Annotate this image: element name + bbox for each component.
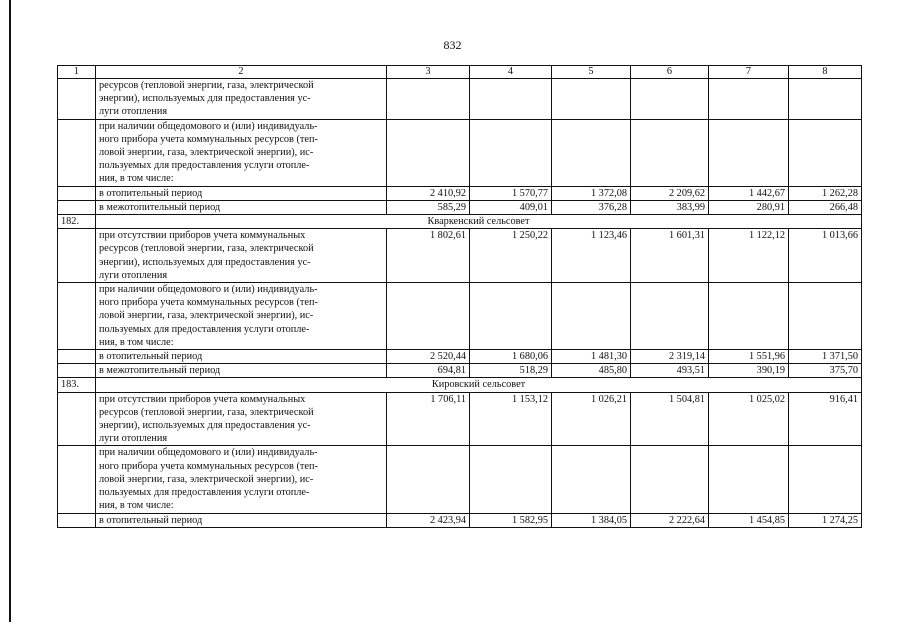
description-line: ния, в том числе:: [99, 173, 174, 185]
value-cell: 383,99: [631, 200, 709, 214]
description-line: пользуемых для предоставления услуги отопле-: [99, 487, 310, 499]
value-cell: 1 372,08: [552, 186, 631, 200]
row-description: [96, 446, 387, 513]
value-cell: 2 520,44: [387, 350, 470, 364]
row-description: [96, 350, 387, 364]
section-title: Кировский сельсовет: [96, 378, 862, 392]
value-cell: [552, 79, 631, 120]
description-line: при наличии общедомового и (или) индивидуаль-: [99, 447, 318, 459]
value-cell: 2 222,64: [631, 513, 709, 527]
value-cell: [631, 446, 709, 513]
value-cell: 1 481,30: [552, 350, 631, 364]
value-cell: 1 153,12: [470, 392, 552, 446]
description-line: в отопительный период: [99, 351, 203, 363]
column-header: 3: [387, 66, 470, 79]
value-cell: 1 274,25: [789, 513, 862, 527]
value-cell: 1 504,81: [631, 392, 709, 446]
value-cell: [387, 79, 470, 120]
value-cell: [470, 283, 552, 350]
description-line: луги отопления: [99, 269, 168, 281]
description-line: ресурсов (тепловой энергии, газа, электрической: [99, 406, 314, 418]
value-cell: 1 371,50: [789, 350, 862, 364]
value-cell: [631, 79, 709, 120]
row-description: [96, 79, 387, 120]
row-number: [58, 283, 96, 350]
value-cell: [552, 446, 631, 513]
row-description: [96, 364, 387, 378]
row-number: 183.: [58, 378, 96, 392]
value-cell: 409,01: [470, 200, 552, 214]
description-line: луги отопления: [99, 106, 168, 118]
value-cell: 376,28: [552, 200, 631, 214]
value-cell: 1 582,95: [470, 513, 552, 527]
row-number: [58, 229, 96, 283]
description-line: ния, в том числе:: [99, 500, 174, 512]
value-cell: 493,51: [631, 364, 709, 378]
value-cell: 1 025,02: [709, 392, 789, 446]
value-cell: 1 706,11: [387, 392, 470, 446]
row-description: [96, 200, 387, 214]
value-cell: [709, 79, 789, 120]
row-description: [96, 186, 387, 200]
value-cell: [709, 119, 789, 186]
table-row: [58, 119, 862, 186]
value-cell: 2 319,14: [631, 350, 709, 364]
value-cell: [552, 119, 631, 186]
description-line: в отопительный период: [99, 187, 203, 199]
description-line: ловой энергии, газа, электрической энергии), ис-: [99, 473, 314, 485]
description-line: в отопительный период: [99, 514, 203, 526]
description-line: ресурсов (тепловой энергии, газа, электрической: [99, 80, 314, 91]
value-cell: [789, 283, 862, 350]
value-cell: 266,48: [789, 200, 862, 214]
value-cell: [789, 446, 862, 513]
value-cell: [631, 119, 709, 186]
description-line: ния, в том числе:: [99, 336, 174, 348]
row-number: [58, 119, 96, 186]
value-cell: 280,91: [709, 200, 789, 214]
value-cell: [387, 283, 470, 350]
value-cell: 1 026,21: [552, 392, 631, 446]
row-description: [96, 283, 387, 350]
description-line: в межотопительный период: [99, 365, 221, 377]
value-cell: 1 570,77: [470, 186, 552, 200]
table-row: [58, 446, 862, 513]
value-cell: 1 250,22: [470, 229, 552, 283]
value-cell: 694,81: [387, 364, 470, 378]
table-row: [58, 186, 862, 200]
column-header: 5: [552, 66, 631, 79]
value-cell: 390,19: [709, 364, 789, 378]
value-cell: [387, 119, 470, 186]
column-header: 1: [58, 66, 96, 79]
row-number: [58, 392, 96, 446]
table-row: [58, 229, 862, 283]
row-description: [96, 119, 387, 186]
row-description: [96, 513, 387, 527]
value-cell: 2 423,94: [387, 513, 470, 527]
value-cell: [631, 283, 709, 350]
value-cell: 1 551,96: [709, 350, 789, 364]
value-cell: 2 209,62: [631, 186, 709, 200]
row-number: [58, 364, 96, 378]
value-cell: 1 802,61: [387, 229, 470, 283]
row-description: [96, 229, 387, 283]
column-header: 7: [709, 66, 789, 79]
value-cell: 1 442,67: [709, 186, 789, 200]
row-number: [58, 186, 96, 200]
page-number: 832: [443, 38, 462, 52]
description-line: ресурсов (тепловой энергии, газа, электрической: [99, 243, 314, 255]
row-number: [58, 446, 96, 513]
description-line: энергии), используемых для предоставления ус-: [99, 420, 311, 432]
value-cell: 1 454,85: [709, 513, 789, 527]
description-line: энергии), используемых для предоставления ус-: [99, 256, 311, 268]
value-cell: [387, 446, 470, 513]
table-row: [58, 364, 862, 378]
value-cell: 518,29: [470, 364, 552, 378]
table-row: [58, 392, 862, 446]
description-line: ного прибора учета коммунальных ресурсов (теп-: [99, 460, 318, 472]
value-cell: 1 122,12: [709, 229, 789, 283]
row-number: [58, 200, 96, 214]
value-cell: 916,41: [789, 392, 862, 446]
value-cell: 485,80: [552, 364, 631, 378]
description-line: пользуемых для предоставления услуги отопле-: [99, 323, 310, 335]
value-cell: [470, 119, 552, 186]
row-description: [96, 392, 387, 446]
value-cell: 585,29: [387, 200, 470, 214]
description-line: ного прибора учета коммунальных ресурсов (теп-: [99, 297, 318, 309]
description-line: при отсутствии приборов учета коммунальных: [99, 230, 306, 242]
value-cell: 1 262,28: [789, 186, 862, 200]
value-cell: [552, 283, 631, 350]
value-cell: [789, 79, 862, 120]
description-line: при наличии общедомового и (или) индивидуаль-: [99, 284, 318, 296]
value-cell: 1 123,46: [552, 229, 631, 283]
value-cell: [709, 446, 789, 513]
value-cell: 1 601,31: [631, 229, 709, 283]
table-row: [58, 350, 862, 364]
value-cell: 375,70: [789, 364, 862, 378]
value-cell: 1 013,66: [789, 229, 862, 283]
table-row: [58, 79, 862, 120]
table-row: [58, 283, 862, 350]
description-line: при наличии общедомового и (или) индивидуаль-: [99, 120, 318, 132]
description-line: ловой энергии, газа, электрической энергии), ис-: [99, 147, 314, 159]
row-number: [58, 513, 96, 527]
value-cell: [709, 283, 789, 350]
description-line: луги отопления: [99, 433, 168, 445]
section-row: [58, 378, 862, 392]
column-header: 4: [470, 66, 552, 79]
description-line: в межотопительный период: [99, 201, 221, 213]
column-header: 2: [96, 66, 387, 79]
value-cell: 1 680,06: [470, 350, 552, 364]
column-header: 6: [631, 66, 709, 79]
tariff-table: [57, 65, 862, 528]
scan-edge-bar: [9, 0, 11, 622]
row-number: 182.: [58, 215, 96, 229]
column-number-header-row: [58, 66, 862, 79]
description-line: пользуемых для предоставления услуги отопле-: [99, 160, 310, 172]
column-header: 8: [789, 66, 862, 79]
value-cell: 1 384,05: [552, 513, 631, 527]
section-title: Кваркенский сельсовет: [96, 215, 862, 229]
section-row: [58, 215, 862, 229]
value-cell: [470, 446, 552, 513]
row-number: [58, 350, 96, 364]
table-row: [58, 200, 862, 214]
value-cell: 2 410,92: [387, 186, 470, 200]
value-cell: [470, 79, 552, 120]
description-line: ловой энергии, газа, электрической энергии), ис-: [99, 310, 314, 322]
row-number: [58, 79, 96, 120]
table-row: [58, 513, 862, 527]
value-cell: [789, 119, 862, 186]
description-line: энергии), используемых для предоставления ус-: [99, 93, 311, 105]
description-line: ного прибора учета коммунальных ресурсов (теп-: [99, 133, 318, 145]
description-line: при отсутствии приборов учета коммунальных: [99, 393, 306, 405]
